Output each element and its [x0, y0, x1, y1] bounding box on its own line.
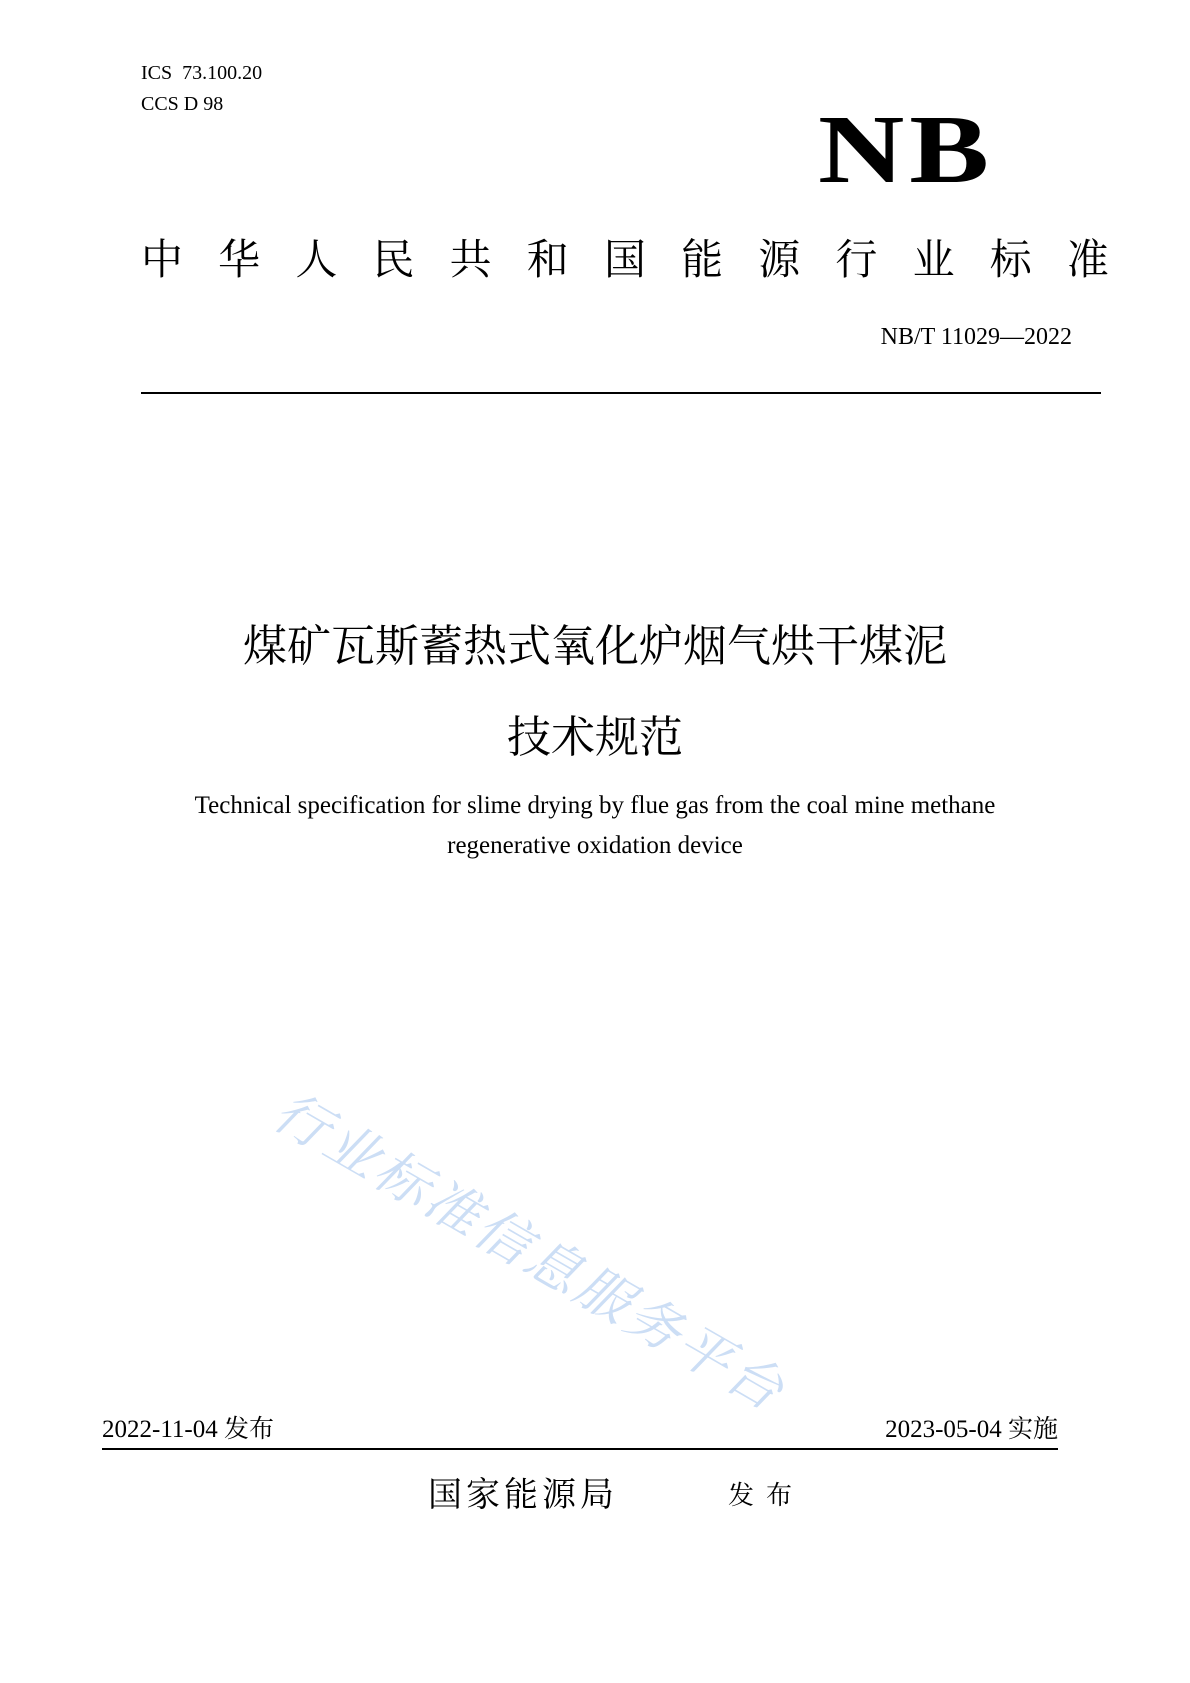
top-divider — [141, 392, 1101, 394]
issuer-action: 发布 — [728, 1481, 805, 1511]
watermark: 行业标准信息服务平台 — [263, 1079, 797, 1425]
org-char: 华 — [218, 235, 261, 284]
organization-heading — [141, 232, 1109, 288]
org-char: 能 — [681, 235, 724, 284]
org-char: 标 — [989, 235, 1032, 284]
issue-date: 2022-11-04 发布 — [102, 1416, 274, 1443]
title-cn-line1: 煤矿瓦斯蓄热式氧化炉烟气烘干煤泥 — [243, 621, 947, 672]
org-char: 人 — [295, 235, 338, 284]
org-char: 中 — [141, 235, 184, 284]
ics-code: ICS 73.100.20 — [141, 62, 263, 84]
org-char: 和 — [526, 235, 569, 284]
bottom-divider — [102, 1448, 1058, 1450]
org-char: 行 — [835, 235, 878, 284]
issuer-name: 国家能源局 — [428, 1475, 618, 1515]
title-cn-line2: 技术规范 — [507, 712, 683, 763]
title-en — [0, 786, 1190, 866]
org-char: 源 — [758, 235, 801, 284]
org-char: 国 — [603, 235, 646, 284]
ccs-code: CCS D 98 — [141, 93, 224, 115]
classification-codes — [141, 58, 262, 120]
title-en-line2: regenerative oxidation device — [447, 832, 743, 859]
nb-logo: NB — [818, 96, 994, 204]
implementation-date: 2023-05-04 实施 — [885, 1416, 1058, 1443]
org-char: 民 — [372, 235, 415, 284]
org-char: 共 — [449, 235, 492, 284]
org-char: 业 — [912, 235, 955, 284]
title-en-line1: Technical specification for slime drying by flue gas from the coal mine methane — [194, 792, 996, 819]
org-char: 准 — [1066, 235, 1109, 284]
standard-number: NB/T 11029—2022 — [880, 324, 1072, 350]
